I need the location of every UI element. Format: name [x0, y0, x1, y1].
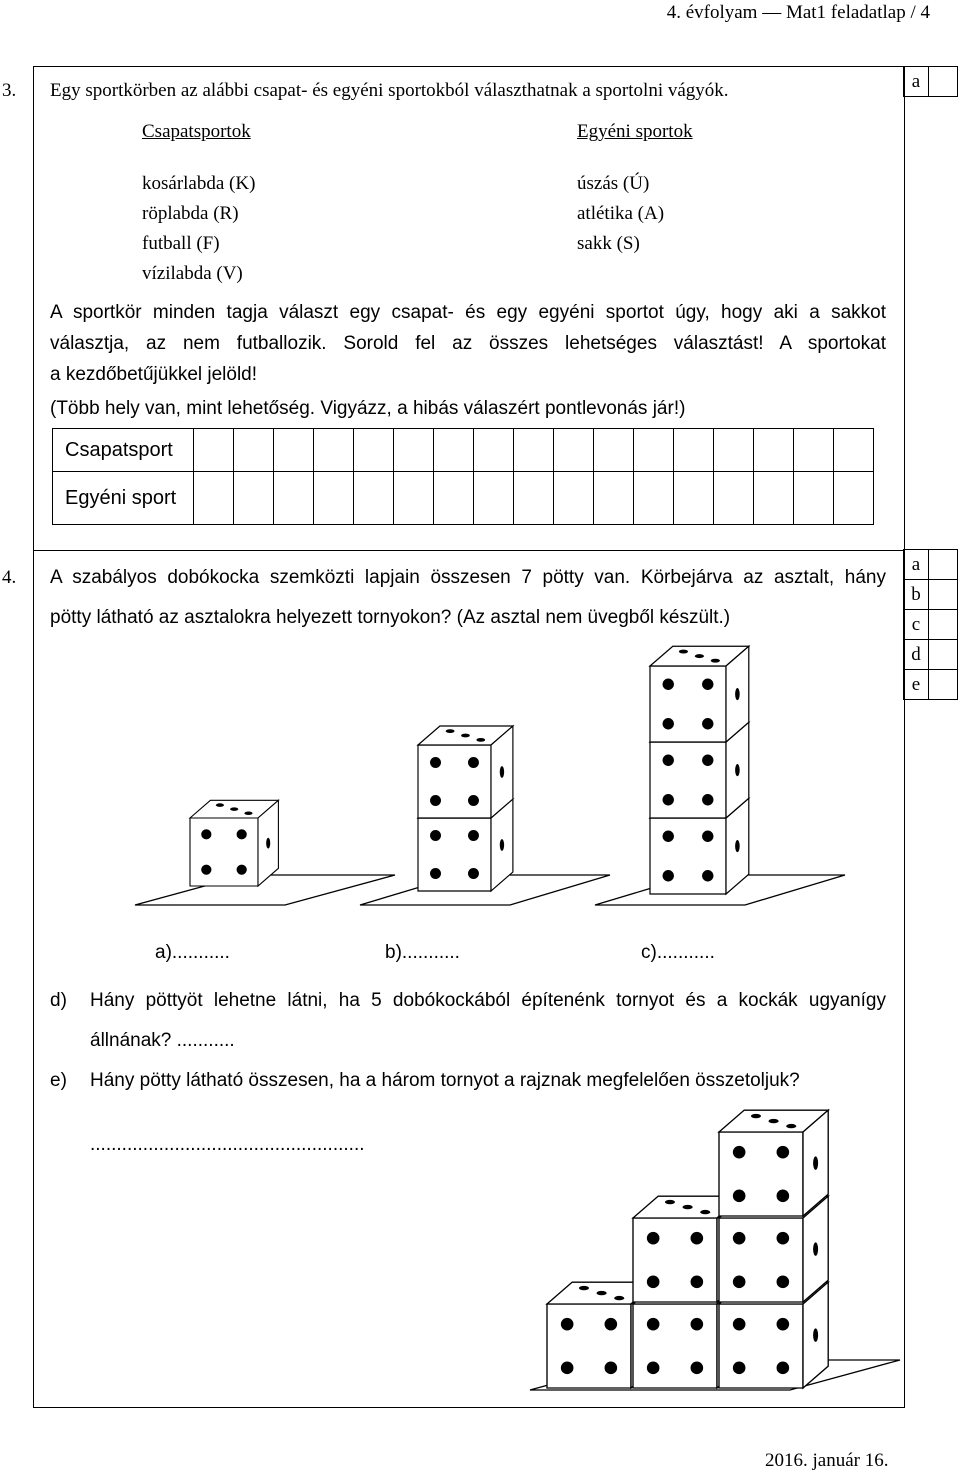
task3-rule-line1: A sportkör minden tagja választ egy csapat- és egy egyéni sportot úgy, hogy aki a sakkot: [50, 302, 886, 323]
task3-rule-line3: a kezdőbetűjükkel jelöld!: [50, 364, 258, 385]
score-label-c: c: [904, 610, 929, 640]
answer-cell[interactable]: [314, 429, 354, 472]
answer-b[interactable]: b)...........: [385, 942, 460, 963]
individual-sport-item: sakk (S): [577, 233, 640, 254]
answer-cell[interactable]: [234, 429, 274, 472]
answer-cell[interactable]: [634, 429, 674, 472]
task4-score-box: [903, 549, 958, 700]
question-d-line1: Hány pöttyöt lehetne látni, ha 5 dobókockából építenénk tornyot és a kockák ugyanígy: [90, 990, 886, 1011]
task4-line2: pötty látható az asztalokra helyezett tornyokon? (Az asztal nem üvegből készült.): [50, 607, 731, 628]
task4-number: 4.: [2, 567, 17, 588]
answer-cell[interactable]: [434, 429, 474, 472]
answer-a[interactable]: a)...........: [155, 942, 230, 963]
answer-cell[interactable]: [194, 429, 234, 472]
task3-rule-line2: választja, az nem futballozik. Sorold fel az összes lehetséges választást! A sportokat: [50, 333, 886, 354]
score-label-e: e: [904, 670, 929, 700]
answer-cell[interactable]: [674, 472, 714, 525]
question-e-line1: Hány pötty látható összesen, ha a három tornyot a rajznak megfelelően összetoljuk?: [90, 1070, 800, 1091]
answer-cell[interactable]: [754, 429, 794, 472]
answer-cell[interactable]: [594, 429, 634, 472]
team-sport-item: kosárlabda (K): [142, 173, 256, 194]
score-label-b: b: [904, 580, 929, 610]
task3-note: (Több hely van, mint lehetőség. Vigyázz, a hibás válaszért pontlevonás jár!): [50, 398, 686, 419]
score-field-a[interactable]: [929, 550, 958, 580]
answer-cell[interactable]: [514, 472, 554, 525]
question-e-label: e): [50, 1070, 67, 1091]
answer-c[interactable]: c)...........: [641, 942, 715, 963]
score-label-d: d: [904, 640, 929, 670]
answer-cell[interactable]: [194, 472, 234, 525]
answer-cell[interactable]: [474, 429, 514, 472]
choice-grid: [52, 428, 874, 525]
task3-intro: Egy sportkörben az alábbi csapat- és egyéni sportokból választhatnak a sportolni vágyók.: [50, 80, 729, 101]
team-sports-heading: Csapatsportok: [142, 121, 251, 142]
answer-cell[interactable]: [314, 472, 354, 525]
individual-sport-item: úszás (Ú): [577, 173, 650, 194]
score-field-c[interactable]: [929, 610, 958, 640]
answer-cell[interactable]: [634, 472, 674, 525]
answer-cell[interactable]: [794, 472, 834, 525]
answer-cell[interactable]: [394, 472, 434, 525]
answer-cell[interactable]: [834, 429, 874, 472]
question-d-label: d): [50, 990, 67, 1011]
individual-sport-item: atlétika (A): [577, 203, 665, 224]
team-sport-item: futball (F): [142, 233, 220, 254]
row-label-team: Csapatsport: [53, 429, 194, 472]
answer-cell[interactable]: [274, 429, 314, 472]
answer-cell[interactable]: [794, 429, 834, 472]
answer-cell[interactable]: [274, 472, 314, 525]
answer-e[interactable]: ....................................................: [90, 1134, 365, 1155]
answer-cell[interactable]: [714, 472, 754, 525]
answer-cell[interactable]: [394, 429, 434, 472]
answer-cell[interactable]: [554, 429, 594, 472]
answer-cell[interactable]: [674, 429, 714, 472]
page-header: 4. évfolyam — Mat1 feladatlap / 4: [666, 2, 930, 23]
score-field-d[interactable]: [929, 640, 958, 670]
score-field-b[interactable]: [929, 580, 958, 610]
answer-cell[interactable]: [554, 472, 594, 525]
score-label-a: a: [904, 550, 929, 580]
answer-cell[interactable]: [354, 472, 394, 525]
task3-number: 3.: [2, 80, 17, 101]
answer-cell[interactable]: [594, 472, 634, 525]
score-field-e[interactable]: [929, 670, 958, 700]
answer-cell[interactable]: [514, 429, 554, 472]
answer-cell[interactable]: [754, 472, 794, 525]
score-label-a: a: [904, 67, 929, 97]
answer-cell[interactable]: [714, 429, 754, 472]
score-field-a[interactable]: [929, 67, 958, 97]
answer-cell[interactable]: [434, 472, 474, 525]
answer-cell[interactable]: [354, 429, 394, 472]
task4-line1: A szabályos dobókocka szemközti lapjain összesen 7 pötty van. Körbejárva az asztalt, hány: [50, 567, 886, 588]
row-label-individual: Egyéni sport: [53, 472, 194, 525]
task4-frame: [33, 549, 905, 1408]
question-d-line2[interactable]: állnának? ...........: [90, 1030, 235, 1051]
task3-score-box: [903, 66, 958, 97]
team-sport-item: röplabda (R): [142, 203, 239, 224]
individual-sports-heading: Egyéni sportok: [577, 121, 693, 142]
answer-cell[interactable]: [474, 472, 514, 525]
footer-date: 2016. január 16.: [765, 1450, 889, 1471]
team-sport-item: vízilabda (V): [142, 263, 243, 284]
answer-cell[interactable]: [234, 472, 274, 525]
answer-cell[interactable]: [834, 472, 874, 525]
